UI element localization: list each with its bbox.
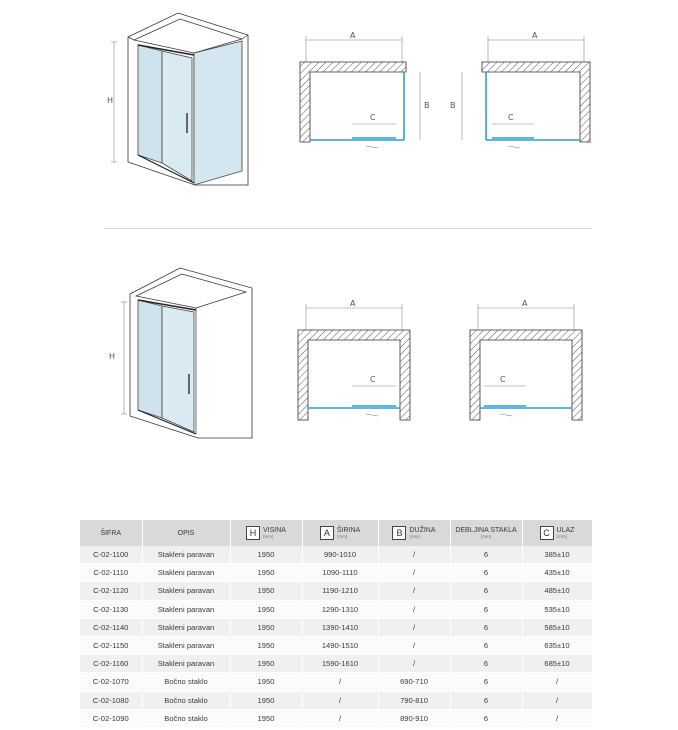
corner-right-width-label: A <box>532 31 538 40</box>
glass-cell: 6 <box>450 600 522 618</box>
width-cell: 1590-1610 <box>302 655 378 673</box>
glass-cell: 6 <box>450 655 522 673</box>
height-cell: 1950 <box>230 564 302 582</box>
description-cell: Bočno staklo <box>142 691 230 709</box>
length-cell: 690-710 <box>378 673 450 691</box>
glass-cell: 6 <box>450 691 522 709</box>
header-height-unit: (mm) <box>263 533 274 539</box>
height-cell: 1950 <box>230 582 302 600</box>
header-width <box>302 520 378 546</box>
entry-cell: / <box>522 691 592 709</box>
length-cell: / <box>378 600 450 618</box>
table-body <box>80 546 592 727</box>
description-cell: Stakleni paravan <box>142 546 230 564</box>
header-glass-unit: (mm) <box>480 533 492 539</box>
table-row <box>80 636 592 654</box>
table-row <box>80 709 592 727</box>
entry-cell: 685±10 <box>522 655 592 673</box>
code-cell: C-02-1120 <box>80 582 142 600</box>
section-divider <box>104 228 592 229</box>
height-cell: 1950 <box>230 709 302 727</box>
entry-cell: 535±10 <box>522 600 592 618</box>
width-a-icon: A <box>320 526 334 540</box>
header-height <box>230 520 302 546</box>
height-cell: 1950 <box>230 636 302 654</box>
description-cell: Stakleni paravan <box>142 636 230 654</box>
length-cell: / <box>378 636 450 654</box>
entry-cell: 385±10 <box>522 546 592 564</box>
code-cell: C-02-1090 <box>80 709 142 727</box>
code-cell: C-02-1150 <box>80 636 142 654</box>
glass-cell: 6 <box>450 636 522 654</box>
code-cell: C-02-1100 <box>80 546 142 564</box>
corner-enclosure-3d-drawing <box>100 5 260 190</box>
header-glass-label: DEBLJINA STAKLA <box>455 526 517 534</box>
table-row <box>80 618 592 636</box>
niche-enclosure-3d-drawing <box>100 262 260 442</box>
corner-left-entry-label: C <box>370 113 376 122</box>
table-row <box>80 655 592 673</box>
length-cell: 890-910 <box>378 709 450 727</box>
corner-right-entry-label: C <box>508 113 514 122</box>
width-cell: / <box>302 673 378 691</box>
code-cell: C-02-1110 <box>80 564 142 582</box>
entry-c-icon: C <box>540 526 554 540</box>
header-entry-unit: (mm) <box>556 533 568 539</box>
description-cell: Stakleni paravan <box>142 600 230 618</box>
table-row <box>80 546 592 564</box>
code-cell: C-02-1130 <box>80 600 142 618</box>
length-cell: 790-810 <box>378 691 450 709</box>
niche-height-label: H <box>109 352 116 361</box>
table-row <box>80 582 592 600</box>
description-cell: Stakleni paravan <box>142 618 230 636</box>
entry-cell: 635±10 <box>522 636 592 654</box>
header-description: OPIS <box>142 520 230 546</box>
corner-right-depth-label: B <box>450 101 456 110</box>
height-cell: 1950 <box>230 600 302 618</box>
width-cell: 1190-1210 <box>302 582 378 600</box>
height-cell: 1950 <box>230 655 302 673</box>
code-cell: C-02-1160 <box>80 655 142 673</box>
height-h-icon: H <box>246 526 260 540</box>
table-header-row <box>80 520 592 546</box>
height-cell: 1950 <box>230 691 302 709</box>
niche-right-entry-label: C <box>500 375 506 384</box>
header-width-label: ŠIRINA <box>336 526 361 534</box>
entry-cell: 435±10 <box>522 564 592 582</box>
description-cell: Bočno staklo <box>142 709 230 727</box>
length-cell: / <box>378 618 450 636</box>
description-cell: Stakleni paravan <box>142 582 230 600</box>
corner-height-label: H <box>107 96 114 105</box>
width-cell: 1290-1310 <box>302 600 378 618</box>
niche-plan-right-drawing <box>468 296 588 426</box>
corner-plan-left-drawing <box>296 28 446 158</box>
table-row <box>80 600 592 618</box>
glass-cell: 6 <box>450 709 522 727</box>
width-cell: 1090-1110 <box>302 564 378 582</box>
header-length-label: DUŽINA <box>409 526 436 534</box>
description-cell: Stakleni paravan <box>142 655 230 673</box>
table-row <box>80 691 592 709</box>
length-cell: / <box>378 582 450 600</box>
niche-plan-left-drawing <box>296 296 416 426</box>
width-cell: 1390-1410 <box>302 618 378 636</box>
header-height-label: VISINA <box>263 526 286 534</box>
glass-cell: 6 <box>450 582 522 600</box>
corner-plan-right-drawing <box>446 28 596 158</box>
entry-cell: / <box>522 709 592 727</box>
glass-cell: 6 <box>450 673 522 691</box>
description-cell: Stakleni paravan <box>142 564 230 582</box>
length-cell: / <box>378 564 450 582</box>
code-cell: C-02-1140 <box>80 618 142 636</box>
width-cell: 990-1010 <box>302 546 378 564</box>
length-b-icon: B <box>392 526 406 540</box>
glass-cell: 6 <box>450 618 522 636</box>
niche-right-width-label: A <box>522 299 528 308</box>
code-cell: C-02-1080 <box>80 691 142 709</box>
header-entry-label: ULAZ <box>556 526 575 534</box>
entry-cell: 585±10 <box>522 618 592 636</box>
code-cell: C-02-1070 <box>80 673 142 691</box>
niche-left-width-label: A <box>350 299 356 308</box>
entry-cell: / <box>522 673 592 691</box>
width-cell: 1490-1510 <box>302 636 378 654</box>
width-cell: / <box>302 691 378 709</box>
header-code: ŠIFRA <box>80 520 142 546</box>
width-cell: / <box>302 709 378 727</box>
corner-left-depth-label: B <box>424 101 430 110</box>
niche-left-entry-label: C <box>370 375 376 384</box>
corner-left-width-label: A <box>350 31 356 40</box>
specification-table <box>80 520 593 728</box>
glass-cell: 6 <box>450 564 522 582</box>
header-width-unit: (mm) <box>336 533 348 539</box>
header-length-unit: (mm) <box>409 533 420 539</box>
height-cell: 1950 <box>230 618 302 636</box>
height-cell: 1950 <box>230 546 302 564</box>
header-entry <box>522 520 592 546</box>
glass-cell: 6 <box>450 546 522 564</box>
length-cell: / <box>378 546 450 564</box>
header-glass-thickness <box>450 520 522 546</box>
header-length <box>378 520 450 546</box>
entry-cell: 485±10 <box>522 582 592 600</box>
table-row <box>80 673 592 691</box>
length-cell: / <box>378 655 450 673</box>
table-row <box>80 564 592 582</box>
description-cell: Bočno staklo <box>142 673 230 691</box>
height-cell: 1950 <box>230 673 302 691</box>
